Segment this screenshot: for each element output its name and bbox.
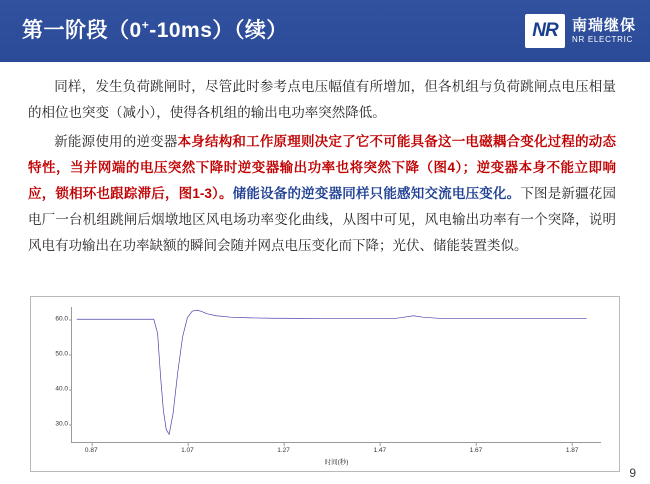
paragraph-2-text-a: 新能源使用的逆变器 xyxy=(54,134,178,149)
chart-y-tick: 40.0 xyxy=(55,385,68,393)
chart-x-tick: 0.87 xyxy=(84,447,98,454)
chart-x-tick: 1.67 xyxy=(469,447,483,454)
chart-x-tick: 1.07 xyxy=(181,447,194,454)
page-title-superscript: + xyxy=(141,18,150,32)
page-title xyxy=(22,14,288,44)
chart-line xyxy=(77,310,587,434)
chart-x-tick: 1.47 xyxy=(373,447,387,454)
page-title-post: -10ms）（续） xyxy=(149,19,288,42)
page-title-pre: 第一阶段（0 xyxy=(22,19,142,42)
power-curve-chart xyxy=(30,296,620,472)
chart-x-tick: 1.27 xyxy=(277,447,290,454)
paragraph-1-text: 同样，发生负荷跳闸时，尽管此时参考点电压幅值有所增加，但各机组与负荷跳闸点电压相量的相位也突变（减小），使得各机组的输出电功率突然降低。 xyxy=(28,79,616,120)
slide-content xyxy=(0,62,650,259)
chart-plot-area xyxy=(55,307,601,466)
chart-y-tick: 60.0 xyxy=(55,315,68,323)
chart-x-axis-label: 时间(秒) xyxy=(324,459,349,466)
nr-logo-letters: NR xyxy=(532,20,558,41)
paragraph-2-highlight-red: 本身结构和工作原理则决定了它不可能具备这一电磁耦合变化过程的动态特性，当并网端的电压突然下降时逆变器输出功率也将突然下降（图4）；逆变器本身不能立即响应，锁相环也跟踪滞后，图1-3）。 xyxy=(28,134,617,201)
chart-y-tick: 50.0 xyxy=(55,350,68,358)
chart-series-line xyxy=(72,307,601,442)
company-name-en: NR ELECTRIC xyxy=(571,35,634,44)
company-name-cn: 南瑞继保 xyxy=(571,17,636,34)
slide-title-bar xyxy=(0,0,650,62)
chart-y-tick: 30.0 xyxy=(55,420,68,428)
page-number: 9 xyxy=(629,466,636,480)
company-logo-text xyxy=(572,17,636,45)
paragraph-2-text-b: 下图是新疆花园电厂一台机组跳闸后烟墩地区风电场功率变化曲线，从图中可见，风电输出功率有一个突降，说明风电有功输出在功率缺额的瞬间会随并网点电压变化而下降；光伏、储能装置类似。 xyxy=(28,186,617,253)
chart-x-tick: 1.87 xyxy=(565,447,579,454)
paragraph-2 xyxy=(0,126,650,259)
paragraph-1 xyxy=(0,62,650,126)
paragraph-2-highlight-blue: 储能设备的逆变器同样只能感知交流电压变化。 xyxy=(232,186,521,201)
nr-logo-icon xyxy=(525,14,565,48)
company-logo xyxy=(525,11,636,51)
